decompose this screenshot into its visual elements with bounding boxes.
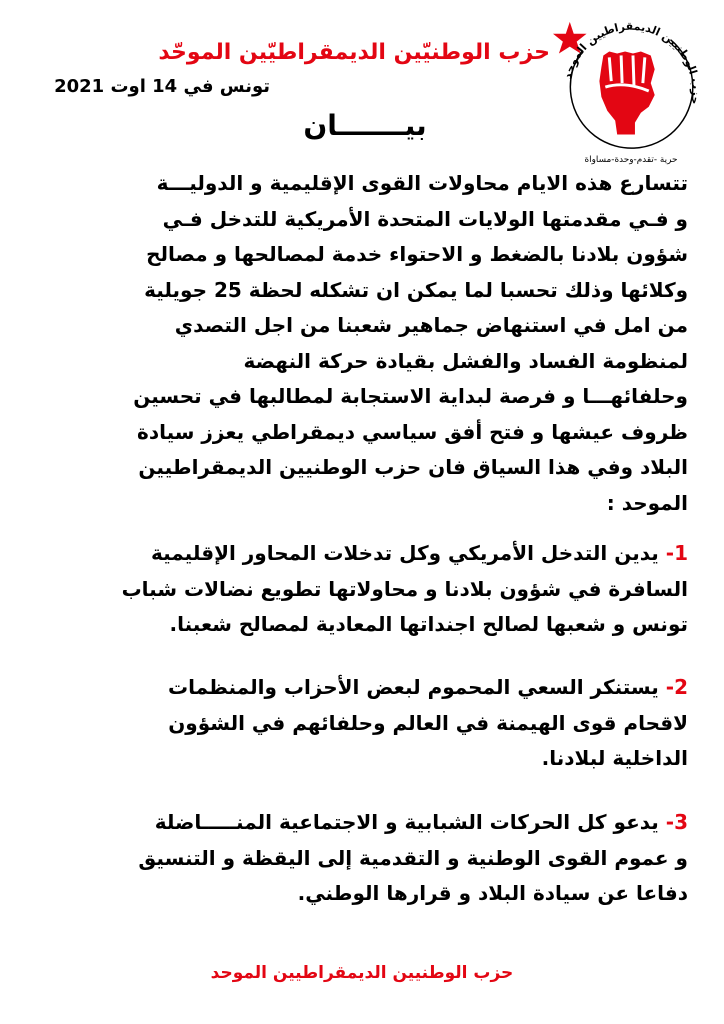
intro-line: شؤون بلادنا بالضغط و الاحتواء خدمة لمصالحها و مصالح [146, 242, 688, 266]
logo-motto: حرية -تقدم-وحدة-مساواة [584, 155, 678, 166]
item-line: لاقحام قوى الهيمنة في العالم وحلفائهم في الشؤون [168, 710, 688, 735]
intro-line: البلاد وفي هذا السياق فان حزب الوطنيين الديمقراطيين [138, 455, 688, 479]
item-line [42, 536, 688, 572]
item-text: يستنكر السعي المحموم لبعض الأحزاب والمنظمات [168, 675, 659, 699]
statement-item-2 [42, 670, 688, 777]
item-line [42, 805, 688, 841]
item-number: 3- [665, 810, 688, 834]
item-text: يدعو كل الحركات الشبابية و الاجتماعية المنـــــاضلة [154, 810, 659, 834]
intro-line: ظروف عيشها و فتح أفق سياسي ديمقراطي يعزز سيادة [137, 419, 688, 444]
logo-ring-text: حزب الوطنيين الديمقراطيين الموحد [561, 19, 703, 106]
statement-date: تونس في 14 اوت 2021 [54, 76, 270, 97]
intro-line: من امل في استنهاض جماهير شعبنا من اجل التصدي [174, 313, 688, 337]
intro-line: وكلائها وذلك تحسبا لما يمكن ان تشكله لحظة 25 جويلية [144, 277, 688, 302]
item-line [42, 670, 688, 706]
intro-paragraph [42, 166, 688, 521]
item-line: تونس و شعبها لصالح اجنداتها المعادية لمصالح شعبنا. [169, 612, 688, 636]
item-number: 2- [665, 675, 688, 699]
statement-item-1 [42, 536, 688, 643]
party-logo [552, 12, 710, 170]
item-line: و عموم القوى الوطنية و التقدمية إلى اليقظة و التنسيق [138, 845, 688, 870]
intro-line: تتسارع هذه الايام محاولات القوى الإقليمية و الدوليـــة [156, 171, 688, 195]
raised-fist-icon [599, 52, 654, 135]
party-name-header: حزب الوطنيّين الديمقراطيّين الموحّد [158, 40, 550, 65]
statement-title: بيـــــــان [303, 109, 427, 142]
intro-line: لمنظومة الفساد والفشل بقيادة حركة النهضة [243, 348, 688, 373]
intro-line: وحلفائهـــا و فرصة لبداية الاستجابة لمطالبها في تحسين [133, 384, 688, 408]
item-number: 1- [665, 541, 688, 565]
item-line: السافرة في شؤون بلادنا و محاولاتها تطويع نضالات شباب [121, 576, 688, 601]
item-line: دفاعا عن سيادة البلاد و قرارها الوطني. [297, 881, 688, 905]
item-line: الداخلية لبلادنا. [541, 746, 688, 770]
item-text: يدين التدخل الأمريكي وكل تدخلات المحاور الإقليمية [150, 541, 659, 565]
intro-line: و فـي مقدمتها الولايات المتحدة الأمريكية للتدخل فـي [162, 206, 688, 231]
statement-item-3 [42, 805, 688, 912]
intro-line: الموحد : [606, 490, 688, 515]
footer-signature: حزب الوطنيين الديمقراطيين الموحد [210, 963, 514, 983]
